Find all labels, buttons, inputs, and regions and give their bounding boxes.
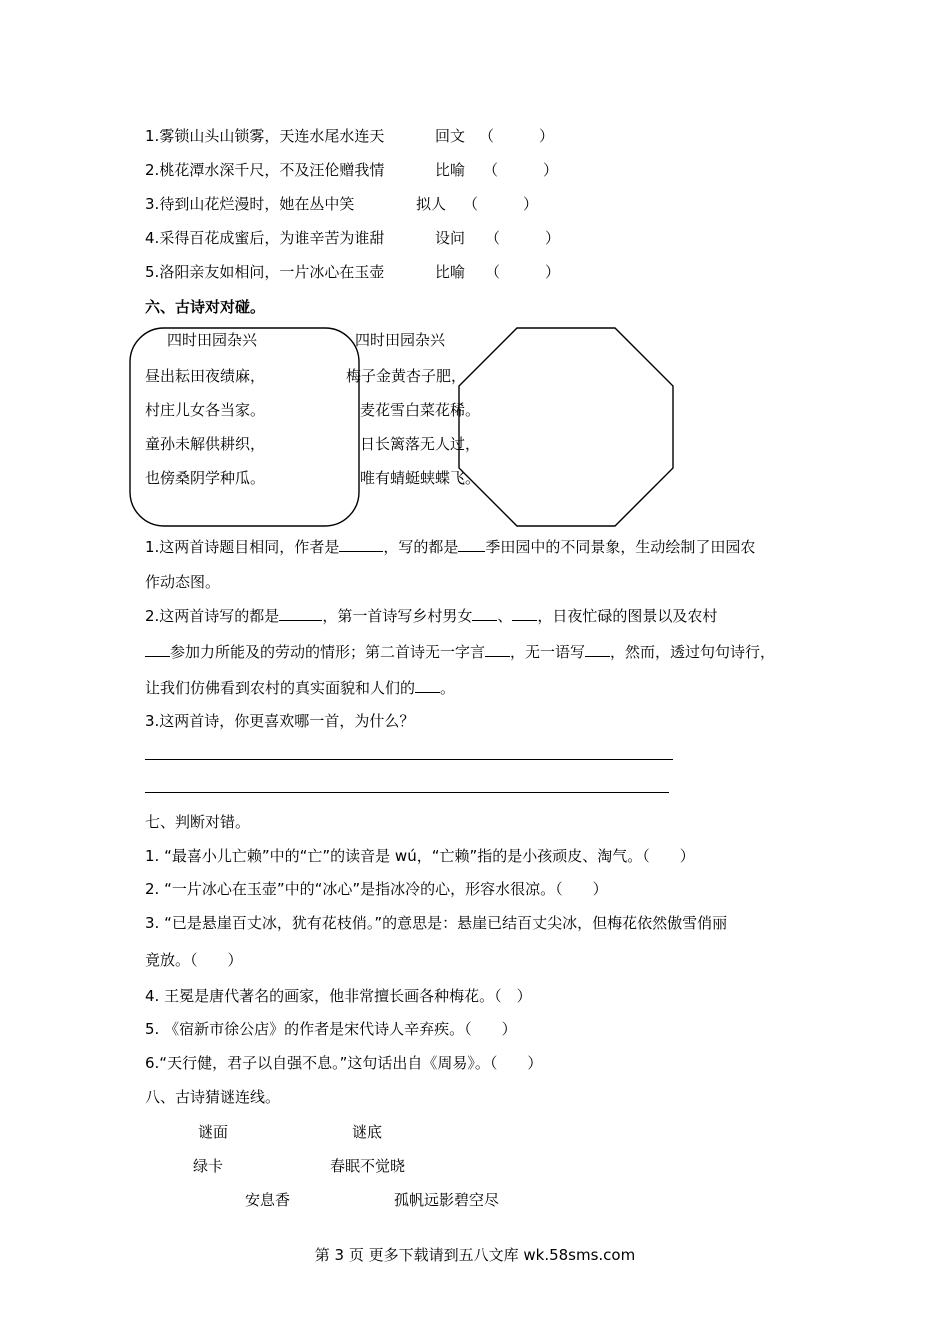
fill-blank[interactable]	[472, 605, 497, 621]
answer-line[interactable]	[145, 759, 673, 760]
answer-paren[interactable]: （ ）	[479, 127, 555, 145]
poem2-octagon-frame	[459, 328, 673, 526]
riddle-item[interactable]: 安息香	[245, 1191, 291, 1209]
section7-item: 1. “最喜小儿亡赖”中的“亡”的读音是 wú，“亡赖”指的是小孩顽皮、淘气。（ ）	[145, 847, 695, 865]
riddle-header: 谜面	[198, 1123, 229, 1141]
poem2-line: 唯有蜻蜓蛱蝶飞。	[360, 469, 481, 487]
fill-blank[interactable]	[145, 641, 170, 657]
fill-blank[interactable]	[512, 605, 537, 621]
poem2-title: 四时田园杂兴	[355, 331, 446, 349]
answer-paren[interactable]: （ ）	[485, 229, 561, 247]
poem1-line: 昼出耘田夜绩麻，	[145, 367, 266, 385]
section6-q1-line1: 1.这两首诗题目相同，作者是 ，写的都是 季田园中的不同景象，生动绘制了田园农	[145, 538, 756, 556]
fill-blank[interactable]	[279, 605, 322, 621]
poem1-rounded-frame	[130, 328, 359, 526]
fill-blank[interactable]	[415, 677, 440, 693]
answer-item[interactable]: 孤帆远影碧空尽	[394, 1191, 500, 1209]
poem1-title: 四时田园杂兴	[167, 331, 258, 349]
page-footer: 第 3 页 更多下载请到五八文库 wk.58sms.com	[314, 1246, 636, 1264]
section7-item: 4. 王冕是唐代著名的画家，他非常擅长画各种梅花。（ ）	[145, 987, 532, 1005]
poem1-line: 童孙未解供耕织，	[145, 435, 266, 453]
answer-paren[interactable]: （ ）	[463, 195, 539, 213]
answer-paren[interactable]: （ ）	[483, 161, 559, 179]
section7-item: 6.“天行健，君子以自强不息。”这句话出自《周易》。（ ）	[145, 1054, 543, 1072]
answer-paren[interactable]: （ ）	[485, 263, 561, 281]
section7-item: 3. “已是悬崖百丈冰，犹有花枝俏。”的意思是：悬崖已结百丈尖冰，但梅花依然傲雪俏丽	[145, 914, 728, 932]
answer-line[interactable]	[145, 792, 669, 793]
section7-item: 5. 《宿新市徐公店》的作者是宋代诗人辛弃疾。（ ）	[145, 1020, 517, 1038]
fill-blank[interactable]	[458, 536, 485, 552]
section6-heading: 六、古诗对对碰。	[145, 298, 266, 316]
section7-item-cont: 竟放。（ ）	[145, 951, 243, 969]
section6-q2-line3: 让我们仿佛看到农村的真实面貌和人们的 。	[145, 679, 456, 697]
fill-blank[interactable]	[585, 641, 610, 657]
answer-header: 谜底	[352, 1123, 383, 1141]
section6-q3: 3.这两首诗，你更喜欢哪一首，为什么？	[145, 712, 415, 730]
riddle-item[interactable]: 绿卡	[193, 1157, 224, 1175]
section6-q2-line2: 参加力所能及的劳动的情形；第二首诗无一字言 ，无一语写 ，然而，透过句句诗行，	[145, 641, 775, 662]
poem1-line: 村庄儿女各当家。	[145, 401, 266, 419]
section8-heading: 八、古诗猜谜连线。	[145, 1088, 281, 1106]
poem1-line: 也傍桑阴学种瓜。	[145, 469, 266, 487]
poem2-line: 梅子金黄杏子肥，	[346, 367, 467, 385]
answer-item[interactable]: 春眠不觉晓	[330, 1157, 406, 1175]
section7-heading: 七、判断对错。	[145, 813, 251, 831]
poem2-line: 日长篱落无人过，	[360, 435, 481, 453]
poem2-line: 麦花雪白菜花稀。	[360, 401, 481, 419]
section7-item: 2. “一片冰心在玉壶”中的“冰心”是指冰冷的心，形容水很凉。（ ）	[145, 880, 608, 898]
section6-q1-line2: 作动态图。	[145, 573, 221, 591]
section6-q2-line1: 2.这两首诗写的都是 ，第一首诗写乡村男女 、 ，日夜忙碌的图景以及农村	[145, 607, 718, 625]
fill-blank[interactable]	[485, 641, 510, 657]
fill-blank[interactable]	[339, 536, 383, 552]
